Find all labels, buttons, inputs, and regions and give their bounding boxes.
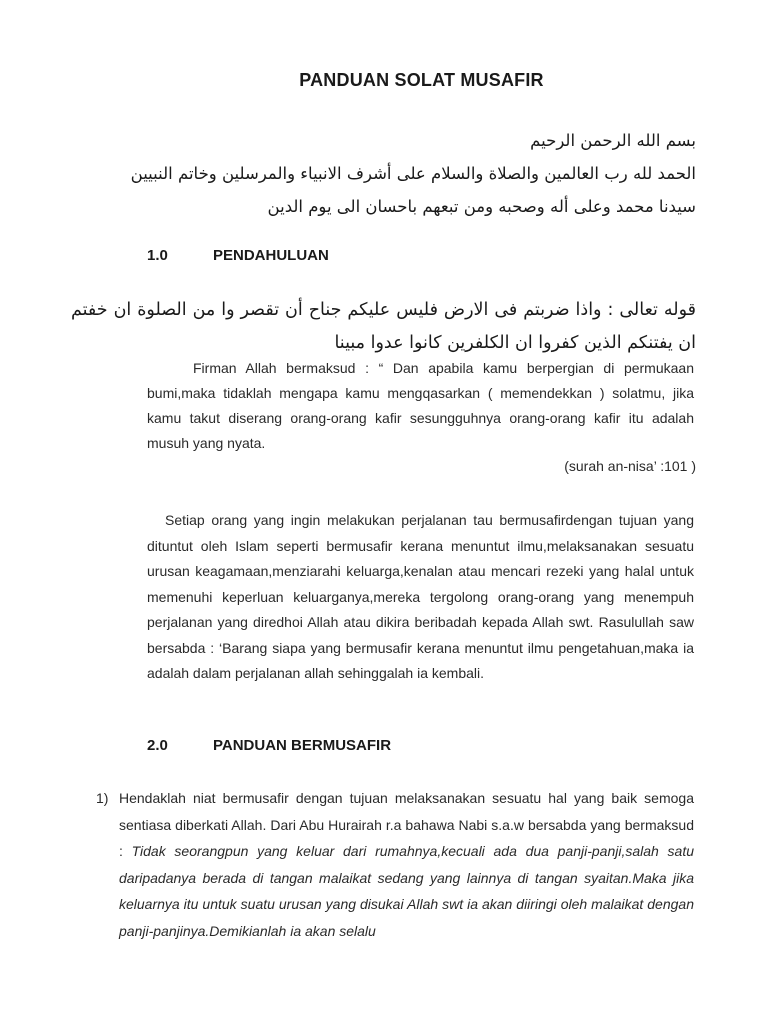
list-item	[96, 785, 694, 944]
section-title: PENDAHULUAN	[213, 247, 329, 264]
hadith-quote: Tidak seorangpun yang keluar dari rumahnya,kecuali ada dua panji-panji,salah satu daripadanya berada di tangan malaikat sedang yang lainnya di tangan syaitan.Maka jika keluarnya itu untuk suatu urusan yang disukai Allah swt ia akan diiringi oleh malaikat dengan panji-panjinya.Demikianlah ia akan selalu	[119, 843, 695, 939]
list-item-number: 1)	[96, 790, 109, 806]
list-item-text: Hendaklah niat bermusafir dengan tujuan melaksanakan sesuatu hal yang baik semoga sentiasa diberkati Allah. Dari Abu Hurairah r.a bahawa Nabi s.a.w bersabda yang bermaksud :	[119, 790, 694, 859]
intro-paragraph: Setiap orang yang ingin melakukan perjalanan tau bermusafirdengan tujuan yang dituntut oleh Islam seperti bermusafir kerana menuntut ilmu,melaksanakan sesuatu urusan keagamaan,menziarahi keluarga,kenalan atau mencari rezeki yang halal untuk memenuhi keperluan keluarganya,mereka tergolong orang-orang yang menempuh perjalanan yang diredhoi Allah atau dikira beribadah kepada Allah swt. Rasulullah saw bersabda : ‘Barang siapa yang bermusafir kerana menuntut ilmu pengetahuan,maka ia adalah dalam perjalanan allah sehinggalah ia kembali.	[147, 512, 694, 681]
section-title: PANDUAN BERMUSAFIR	[213, 737, 392, 754]
verse-translation: Firman Allah bermaksud : “ Dan apabila kamu berpergian di permukaan bumi,maka tidaklah mengapa kamu mengqasarkan ( memendekkan ) solatmu, jika kamu takut diserang orang-orang kafir sesungguhnya orang-orang kafir itu adalah musuh yang nyata.	[147, 360, 694, 451]
section-number: 1.0	[147, 247, 168, 264]
salawat-line: سيدنا محمد وعلى أله وصحبه ومن تبعهم باحسان الى يوم الدين	[267, 197, 696, 216]
praise-line: الحمد لله رب العالمين والصلاة والسلام على أشرف الانبياء والمرسلين وخاتم النبيين	[130, 164, 696, 183]
quran-verse: قوله تعالى : واذا ضربتم فى الارض فليس عليكم جناح أن تقصر وا من الصلوة ان خفتم ان يفتنكم الذين كفروا ان الكلفرين كانوا عدوا مبينا	[71, 300, 696, 353]
section-number: 2.0	[147, 737, 168, 754]
list-item-body	[119, 785, 694, 944]
basmala-line: بسم الله الرحمن الرحيم	[530, 131, 696, 150]
arabic-opening	[56, 124, 696, 223]
verse-citation: (surah an-nisa’ :101 )	[564, 458, 696, 474]
document-title: PANDUAN SOLAT MUSAFIR	[299, 70, 544, 90]
